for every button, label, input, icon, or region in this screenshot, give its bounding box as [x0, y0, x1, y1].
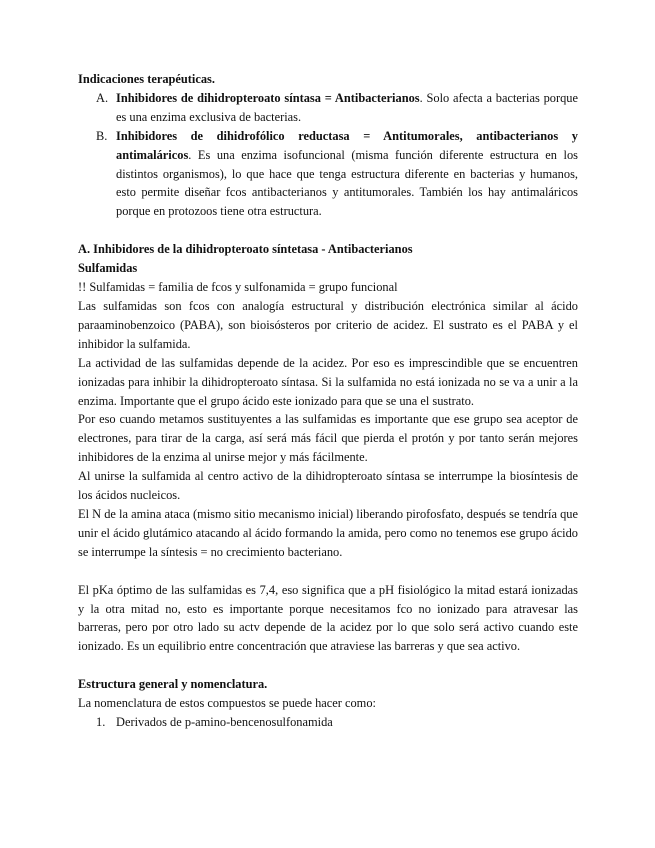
list-item-text: . Es una enzima isofuncional (misma función diferente estructura en los distintos organismos), lo que hace que tenga estructura diferente en bacterias y humanos, esto permite diseñar fcos antibacterianos y antitumorales. También los hay antimaláricos porque en protozoos tiene otra estructura.: [116, 147, 578, 219]
list-item-text: Derivados de p-amino-bencenosulfonamida: [116, 715, 333, 730]
paragraph: La actividad de las sulfamidas depende de la acidez. Por eso es imprescindible que se encuentren ionizadas para inhibir la dihidropteroato síntasa. Si la sulfamida no está ionizada no se va a unir a la enzima. Importante que el grupo ácido este ionizado para que se una el sustrato.: [78, 355, 578, 408]
paragraph: !! Sulfamidas = familia de fcos y sulfonamida = grupo funcional: [78, 280, 398, 295]
paragraph: La nomenclatura de estos compuestos se puede hacer como:: [78, 696, 376, 711]
list-item: [78, 713, 578, 732]
section-heading-inhibidores: A. Inhibidores de la dihidropteroato síntetasa - Antibacterianos: [78, 242, 413, 257]
nomenclature-list: [78, 713, 578, 732]
paragraph: El pKa óptimo de las sulfamidas es 7,4, eso significa que a pH fisiológico la mitad estará ionizadas y la otra mitad no, esto es importante porque necesitamos fco no ionizado para atravesar las barreras, pero por otro lado su actv depende de la acidez por lo que solo será activo cuando este ionizado. Es un equilibrio entre concentración que atraviese las barreras y que sea activo.: [78, 582, 578, 654]
document-page: [78, 70, 578, 732]
paragraph: Las sulfamidas son fcos con analogía estructural y distribución electrónica similar al ácido paraaminobenzoico (PABA), son bioisósteros por criterio de acidez. El sustrato es el PABA y el inhibidor la sulfamida.: [78, 298, 578, 351]
section-heading-indicaciones: Indicaciones terapéuticas.: [78, 72, 215, 86]
list-item-bold-title: Inhibidores de dihidropteroato síntasa = Antibacterianos: [116, 90, 420, 105]
list-marker: B.: [96, 128, 108, 143]
therapeutic-indications-list: [78, 89, 578, 221]
paragraph: Al unirse la sulfamida al centro activo de la dihidropteroato síntasa se interrumpe la biosíntesis de los ácidos nucleicos.: [78, 469, 578, 503]
list-marker: 1.: [96, 715, 106, 730]
list-item-text: . Solo afecta a bacterias porque es una enzima exclusiva de bacterias.: [116, 90, 579, 124]
list-item-bold-title: Inhibidores de dihidrofólico reductasa = Antitumorales, antibacterianos y antimaláricos: [116, 128, 578, 162]
paragraph: El N de la amina ataca (mismo sitio mecanismo inicial) liberando pirofosfato, después se tendría que unir el ácido glutámico atacando al ácido formando la amida, pero como no tenemos ese grupo ácido se interrumpe la síntesis = no crecimiento bacteriano.: [78, 506, 578, 559]
list-item: [78, 127, 578, 222]
list-item: [78, 89, 578, 127]
paragraph: Por eso cuando metamos sustituyentes a las sulfamidas es importante que ese grupo sea aceptor de electrones, para tirar de la carga, así será más fácil que pierda el protón y por tanto serán mejores inhibidores de la enzima al unirse mejor y más fácilmente.: [78, 412, 578, 465]
list-marker: A.: [96, 90, 109, 105]
section-heading-estructura: Estructura general y nomenclatura.: [78, 677, 268, 692]
subheading-sulfamidas: Sulfamidas: [78, 261, 138, 276]
